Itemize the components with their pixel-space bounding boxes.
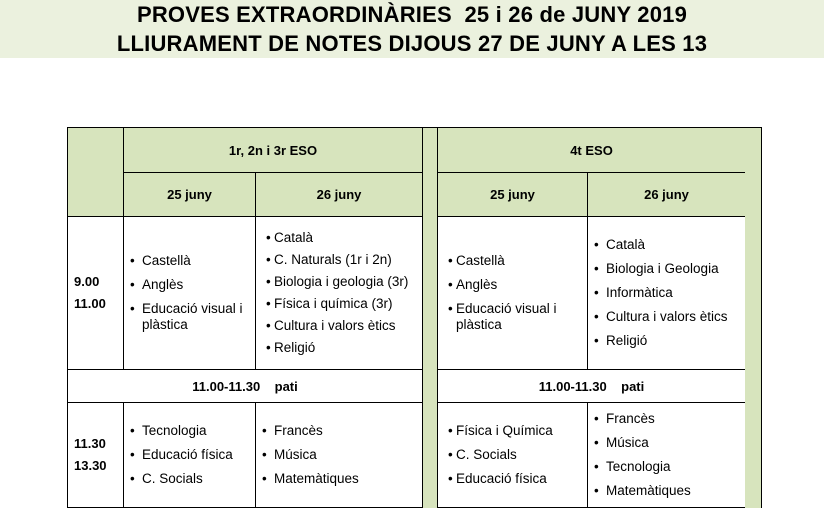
exam-list-left-late-day2 [255, 402, 423, 508]
list-item: • Matemàtiques [594, 483, 691, 498]
list-item: • Informàtica [594, 285, 673, 300]
list-item: • Francès [594, 411, 655, 426]
group-header-left: 1r, 2n i 3r ESO [123, 127, 423, 173]
day-header-right-1: 25 juny [437, 172, 588, 217]
break-row-left: 11.00-11.30 pati [67, 369, 423, 403]
list-item: • Francès [262, 423, 323, 438]
list-item: • Física i química (3r) [266, 296, 393, 311]
group-header-right: 4t ESO [437, 127, 746, 173]
exam-list-left-late-day1 [123, 402, 256, 508]
list-item: • Anglès [448, 277, 498, 292]
list-item: • Català [594, 237, 646, 252]
list-item: • Biologia i geologia (3r) [266, 274, 409, 289]
list-item: • Religió [594, 333, 648, 348]
day-header-left-1: 25 juny [123, 172, 256, 217]
list-item: • Música [594, 435, 649, 450]
list-item: • C. Naturals (1r i 2n) [266, 252, 392, 267]
list-item: • Tecnologia [130, 423, 207, 438]
list-item: • Música [262, 447, 317, 462]
exam-list-left-morning-day1 [123, 216, 256, 370]
page-subtitle: LLIURAMENT DE NOTES DIJOUS 27 DE JUNY A LES 13 [116, 31, 708, 56]
day-header-right-2: 26 juny [587, 172, 746, 217]
right-edge-strip [745, 127, 762, 508]
exam-list-left-morning-day2 [255, 216, 423, 370]
list-item: • Biologia i Geologia [594, 261, 719, 276]
exam-list-right-morning-day1 [437, 216, 588, 370]
page-title: PROVES EXTRAORDINÀRIES 25 i 26 de JUNY 2019 [136, 2, 688, 27]
column-separator [423, 127, 438, 508]
list-item: • Cultura i valors ètics [266, 318, 396, 333]
day-header-left-2: 26 juny [255, 172, 423, 217]
list-item: • C. Socials [448, 447, 517, 462]
header-corner-left [67, 127, 124, 217]
time-morning-left [67, 216, 124, 370]
list-item: • Educació visual i plàstica [448, 301, 557, 332]
list-item: • Educació física [130, 447, 233, 462]
list-item: • Religió [266, 340, 316, 355]
list-item: • Educació física [448, 471, 547, 486]
list-item: • Castellà [130, 253, 191, 268]
exam-list-right-late-day2 [587, 402, 746, 508]
list-item: • Tecnologia [594, 459, 671, 474]
list-item: • Educació visual i plàstica [130, 301, 243, 332]
list-item: • Castellà [448, 253, 505, 268]
time-late-left [67, 402, 124, 508]
break-row-right: 11.00-11.30 pati [437, 369, 746, 403]
list-item: • Anglès [130, 277, 184, 292]
time-end: 11.00 [74, 296, 106, 311]
time-end: 13.30 [74, 458, 107, 473]
time-start: 11.30 [74, 436, 106, 451]
time-start: 9.00 [74, 274, 100, 289]
exam-list-right-late-day1 [437, 402, 588, 508]
list-item: • Matemàtiques [262, 471, 359, 486]
list-item: • Català [266, 230, 314, 245]
exam-list-right-morning-day2 [587, 216, 746, 370]
list-item: • Cultura i valors ètics [594, 309, 728, 324]
list-item: • Física i Química [448, 423, 553, 438]
list-item: • C. Socials [130, 471, 203, 486]
